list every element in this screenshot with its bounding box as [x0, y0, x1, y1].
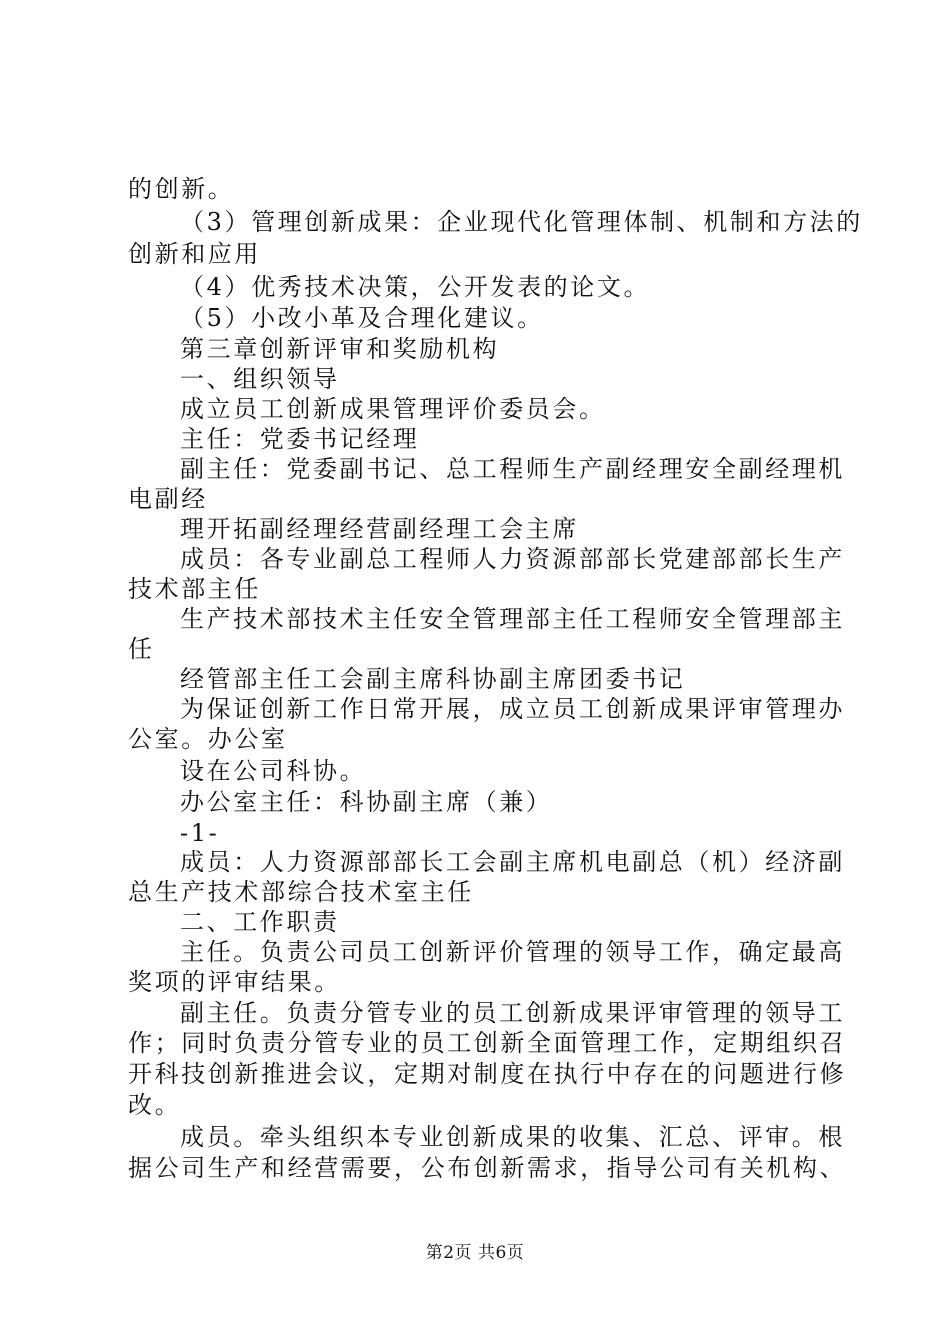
text-line: 办公室主任：科协副主席（兼）	[180, 788, 553, 816]
section-heading: 二、工作职责	[180, 908, 340, 936]
text-line: 总生产技术部综合技术室主任	[128, 878, 474, 906]
text-line: 成立员工创新成果管理评价委员会。	[180, 395, 606, 423]
text-line: 主任。负责公司员工创新评价管理的领导工作，确定最高	[180, 938, 845, 966]
page-footer: 第2页 共6页	[425, 1243, 525, 1263]
text-line: 技术部主任	[128, 575, 261, 603]
text-line: 开科技创新推进会议，定期对制度在执行中存在的问题进行修	[128, 1060, 847, 1088]
text-line: 生产技术部技术主任安全管理部主任工程师安全管理部主	[180, 605, 845, 633]
chapter-heading: 第三章创新评审和奖励机构	[180, 335, 500, 363]
text-line: 公室。办公室	[128, 725, 288, 753]
text-line: 改。	[128, 1091, 182, 1119]
text-line: 创新和应用	[128, 240, 261, 268]
text-line: 任	[128, 635, 155, 663]
text-line: （4）优秀技术决策，公开发表的论文。	[180, 273, 651, 301]
text-line: 设在公司科协。	[180, 757, 367, 785]
text-line: 作；同时负责分管专业的员工创新全面管理工作，定期组织召	[128, 1029, 847, 1057]
text-line: 奖项的评审结果。	[128, 968, 341, 996]
text-line: 据公司生产和经营需要，公布创新需求，指导公司有关机构、	[128, 1154, 847, 1182]
text-line: 成员：各专业副总工程师人力资源部部长党建部部长生产	[180, 545, 845, 573]
section-heading: 一、组织领导	[180, 365, 340, 393]
text-line: 为保证创新工作日常开展，成立员工创新成果评审管理办	[180, 695, 845, 723]
inline-page-number: -1-	[180, 819, 220, 847]
text-line: 的创新。	[128, 175, 235, 203]
text-line: 电副经	[128, 485, 208, 513]
text-line: 副主任。负责分管专业的员工创新成果评审管理的领导工	[180, 999, 845, 1027]
text-line: （3）管理创新成果：企业现代化管理体制、机制和方法的	[180, 208, 863, 236]
text-line: 成员：人力资源部部长工会副主席机电副总（机）经济副	[180, 848, 845, 876]
text-line: （5）小改小革及合理化建议。	[180, 304, 544, 332]
text-line: 主任：党委书记经理	[180, 425, 420, 453]
text-line: 理开拓副经理经营副经理工会主席	[180, 515, 579, 543]
text-line: 经管部主任工会副主席科协副主席团委书记	[180, 665, 686, 693]
text-line: 副主任：党委副书记、总工程师生产副经理安全副经理机	[180, 455, 845, 483]
text-line: 成员。牵头组织本专业创新成果的收集、汇总、评审。根	[180, 1123, 845, 1151]
